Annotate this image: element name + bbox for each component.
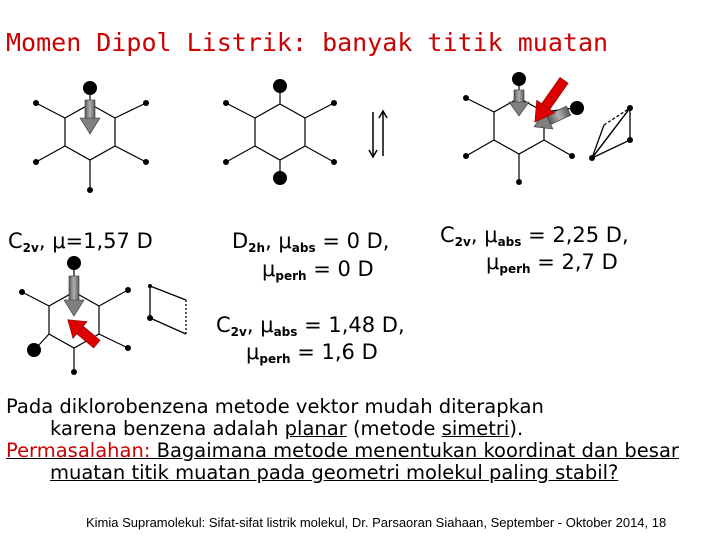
planar-term: planar (284, 417, 347, 440)
label-molecule-d-line2: $\mu_{perh} = 1,6$ D (246, 340, 378, 366)
label-molecule-a: $C_{2v}$, μ=1,57 D (8, 229, 153, 255)
label-molecule-c-line2: $\mu_{perh} = 2,7$ D (486, 250, 618, 276)
slide-footer: Kimia Supramolekul: Sifat-sifat listrik molekul, Dr. Parsaoran Siahaan, September - Oktober 2014, 18 (86, 515, 667, 530)
body-paragraph (6, 396, 714, 484)
problem-statement: Permasalahan: Bagaimana metode menentukan koordinat dan besar muatan titik muatan pada geometri molekul paling stabil? (6, 439, 679, 484)
label-molecule-d-line1: $C_{2v}$, $\mu_{abs} = 1,48$ D, (216, 313, 405, 339)
label-molecule-b-line1: $D_{2h}$, $\mu_{abs} = 0$ D, (232, 229, 390, 255)
paragraph-line-2: karena benzena adalah planar (metode simetri). (50, 417, 524, 440)
slide-title: Momen Dipol Listrik: banyak titik muatan (6, 28, 609, 57)
paragraph-line-1: Pada diklorobenzena metode vektor mudah diterapkan (6, 395, 544, 418)
simetri-term: simetri (441, 417, 510, 440)
label-molecule-b-line2: $\mu_{perh} = 0$ D (262, 257, 374, 283)
problem-label: Permasalahan: (6, 439, 151, 462)
label-molecule-c-line1: $C_{2v}$, $\mu_{abs} = 2,25$ D, (440, 223, 629, 249)
